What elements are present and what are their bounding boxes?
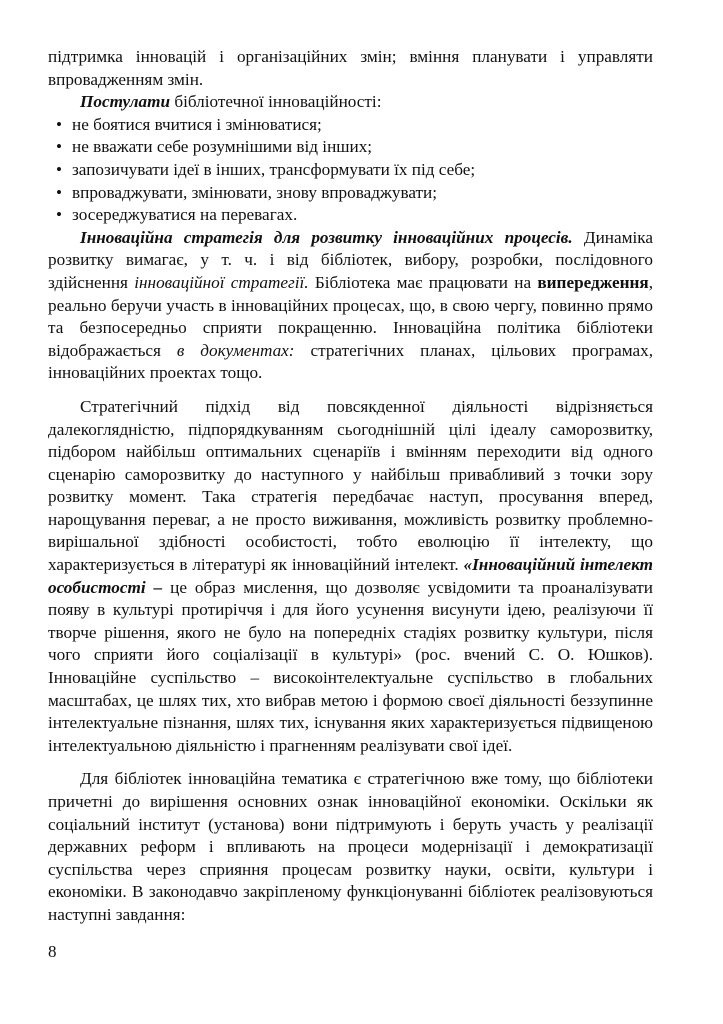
- list-item-text: зосереджуватися на перевагах.: [72, 205, 298, 225]
- section-heading: Інноваційна стратегія для розвитку інноваційних процесів.: [80, 227, 573, 247]
- bullet-icon: •: [56, 114, 63, 134]
- definition-term: «Інноваційний інтелект особистості –: [48, 555, 653, 597]
- paragraph-text: це образ мислення, що дозволяє усвідомити та проаналізувати появу в культурі протиріччя і для його усунення висунути ідею, реалізуючи її творче рішення, якого не було на попередніх стадіях розвитку культури, після чого сприяти його соціалізації в культурі» (рос. вчений С. О. Юшков). Інноваційне суспільство – високоінтелектуальне суспільство в глобальних масштабах, це шлях тих, хто вибрав метою і формою своєї діяльності беззупинне інтелектуальне пізнання, шлях тих, існування яких характеризується підвищеною інтелектуальною діяльністю і прагненням реалізувати свої ідеї.: [48, 577, 653, 755]
- paragraph-continuation: [48, 46, 653, 91]
- paragraph-text: , реально беручи участь в інноваційних процесах, що, в свою чергу, повинно прямо та безпосередньо сприяти покращенню. Інноваційна політика бібліотеки відображається: [48, 272, 653, 360]
- page-number: 8: [48, 942, 57, 961]
- paragraph-innovation-strategy: [48, 227, 653, 385]
- emphasis-text: в документах:: [176, 340, 295, 360]
- bullet-icon: •: [56, 182, 63, 202]
- paragraph-gap: [48, 385, 653, 396]
- bullet-icon: •: [56, 137, 63, 157]
- bullet-icon: •: [56, 205, 63, 225]
- postulates-intro: бібліотечної інноваційності:: [170, 92, 382, 112]
- bold-term: випередження: [537, 272, 649, 292]
- paragraph-library-tasks: [48, 768, 653, 926]
- list-item: [48, 114, 653, 137]
- list-item: [48, 136, 653, 159]
- list-item: [48, 159, 653, 182]
- paragraph-strategic-approach: [48, 396, 653, 758]
- list-item-text: не вважати себе розумнішими від інших;: [72, 137, 373, 157]
- paragraph-text: Динаміка розвитку вимагає, у т. ч. і від бібліотек, вибору, розробки, послідовного здійснення: [48, 227, 654, 292]
- list-item: [48, 182, 653, 205]
- paragraph-postulates: [48, 91, 653, 114]
- postulates-term: Постулати: [80, 92, 171, 112]
- paragraph-text: Для бібліотек інноваційна тематика є стратегічною вже тому, що бібліотеки причетні до вирішення основних ознак інноваційної економіки. Оскільки як соціальний інститут (установа) вони підтримують і беруть участь у реалізації державних реформ і впливають на процеси модернізації і демократизації суспільства через сприяння процесам розвитку науки, освіти, культури і економіки. В законодавчо закріпленому функціонуванні бібліотек реалізовуються наступні завдання:: [48, 769, 653, 924]
- bullet-icon: •: [56, 159, 63, 179]
- postulates-list: [48, 114, 653, 227]
- paragraph-text: підтримка інновацій і організаційних змін; вміння планувати і управляти впровадженням змін.: [48, 47, 653, 89]
- paragraph-gap: [48, 757, 653, 768]
- list-item-text: запозичувати ідеї в інших, трансформувати їх під себе;: [72, 159, 476, 179]
- list-item: [48, 204, 653, 227]
- emphasis-text: інноваційної стратегії.: [134, 272, 309, 292]
- list-item-text: не боятися вчитися і змінюватися;: [72, 114, 322, 134]
- paragraph-text: стратегічних планах, цільових програмах, інноваційних проектах тощо.: [48, 340, 653, 383]
- page-body: [48, 46, 653, 927]
- list-item-text: впроваджувати, змінювати, знову впроваджувати;: [72, 182, 438, 202]
- paragraph-text: Стратегічний підхід від повсякденної діяльності відрізняється далекоглядністю, підпорядкуванням сьогоднішній цілі ідеалу саморозвитку, підбором найбільш оптимальних сценаріїв і вмінням переходити від одного сценарію саморозвитку до наступного у найбільш привабливий з точки зору розвитку момент. Така стратегія передбачає наступ, просування вперед, нарощування переваг, а не просто виживання, можливість розвитку проблемно-вирішальної здібності особистості, тобто еволюцію її інтелекту, що характеризується в літературі як інноваційний інтелект.: [48, 396, 653, 575]
- paragraph-text: Бібліотека має працювати на: [308, 272, 538, 292]
